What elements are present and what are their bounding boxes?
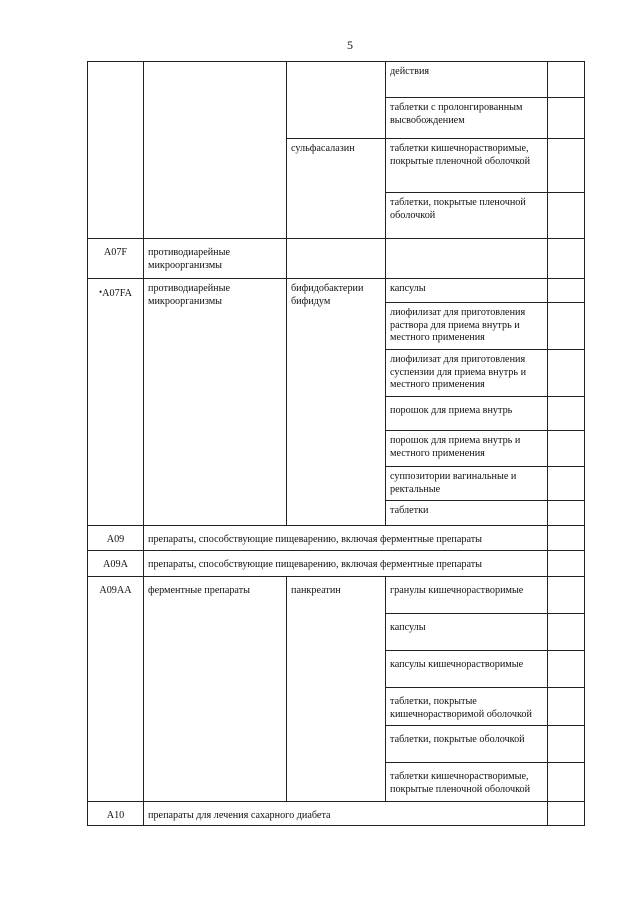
form-cell: таблетки — [386, 501, 548, 526]
scan-mark: • — [99, 287, 103, 297]
atc-code-cell: A09AA — [88, 577, 144, 802]
form-cell: таблетки кишечнорастворимые, покрытые пленочной оболочкой — [386, 139, 548, 193]
form-cell: гранулы кишечнорастворимые — [386, 577, 548, 614]
notes-cell — [548, 303, 585, 350]
notes-cell — [548, 501, 585, 526]
notes-cell — [548, 139, 585, 193]
atc-code-cell: A07F — [88, 239, 144, 279]
atc-code-cell — [88, 62, 144, 239]
notes-cell — [548, 467, 585, 501]
notes-cell — [548, 526, 585, 551]
notes-cell — [548, 651, 585, 688]
page-number: 5 — [347, 38, 353, 52]
form-cell: лиофилизат для приготовления суспензии для приема внутрь и местного применения — [386, 350, 548, 397]
notes-cell — [548, 726, 585, 763]
form-cell: таблетки, покрытые пленочной оболочкой — [386, 193, 548, 239]
table-row — [88, 551, 585, 577]
atc-code-cell: A09A — [88, 551, 144, 577]
atc-code-cell: A09 — [88, 526, 144, 551]
table-row — [88, 526, 585, 551]
group-cell: препараты, способствующие пищеварению, включая ферментные препараты — [144, 526, 548, 551]
form-cell: капсулы — [386, 279, 548, 303]
atc-code-cell: •A07FA — [88, 279, 144, 526]
table-row — [88, 802, 585, 826]
notes-cell — [548, 551, 585, 577]
notes-cell — [548, 431, 585, 467]
notes-cell — [548, 98, 585, 139]
table-row — [88, 279, 585, 303]
substance-cell — [287, 239, 386, 279]
substance-cell: сульфасалазин — [287, 139, 386, 239]
notes-cell — [548, 193, 585, 239]
drug-table — [87, 61, 585, 826]
table-row — [88, 62, 585, 98]
atc-code-cell: A10 — [88, 802, 144, 826]
notes-cell — [548, 577, 585, 614]
form-cell: таблетки кишечнорастворимые, покрытые пленочной оболочкой — [386, 763, 548, 802]
substance-cell: бифидобактерии бифидум — [287, 279, 386, 526]
group-cell: противодиарейные микроорганизмы — [144, 239, 287, 279]
form-cell: таблетки с пролонгированным высвобождением — [386, 98, 548, 139]
notes-cell — [548, 802, 585, 826]
notes-cell — [548, 614, 585, 651]
form-cell: лиофилизат для приготовления раствора для приема внутрь и местного применения — [386, 303, 548, 350]
form-cell: капсулы кишечнорастворимые — [386, 651, 548, 688]
form-cell: порошок для приема внутрь и местного применения — [386, 431, 548, 467]
form-cell: капсулы — [386, 614, 548, 651]
form-cell: действия — [386, 62, 548, 98]
group-cell — [144, 62, 287, 239]
group-cell: препараты для лечения сахарного диабета — [144, 802, 548, 826]
notes-cell — [548, 62, 585, 98]
group-cell: препараты, способствующие пищеварению, включая ферментные препараты — [144, 551, 548, 577]
form-cell — [386, 239, 548, 279]
notes-cell — [548, 397, 585, 431]
form-cell: таблетки, покрытые оболочкой — [386, 726, 548, 763]
group-cell: ферментные препараты — [144, 577, 287, 802]
substance-cell: панкреатин — [287, 577, 386, 802]
form-cell: порошок для приема внутрь — [386, 397, 548, 431]
form-cell: таблетки, покрытые кишечнорастворимой оболочкой — [386, 688, 548, 726]
notes-cell — [548, 350, 585, 397]
form-cell: суппозитории вагинальные и ректальные — [386, 467, 548, 501]
notes-cell — [548, 763, 585, 802]
table-row — [88, 239, 585, 279]
substance-cell — [287, 62, 386, 139]
notes-cell — [548, 688, 585, 726]
notes-cell — [548, 279, 585, 303]
group-cell: противодиарейные микроорганизмы — [144, 279, 287, 526]
notes-cell — [548, 239, 585, 279]
table-row — [88, 577, 585, 614]
